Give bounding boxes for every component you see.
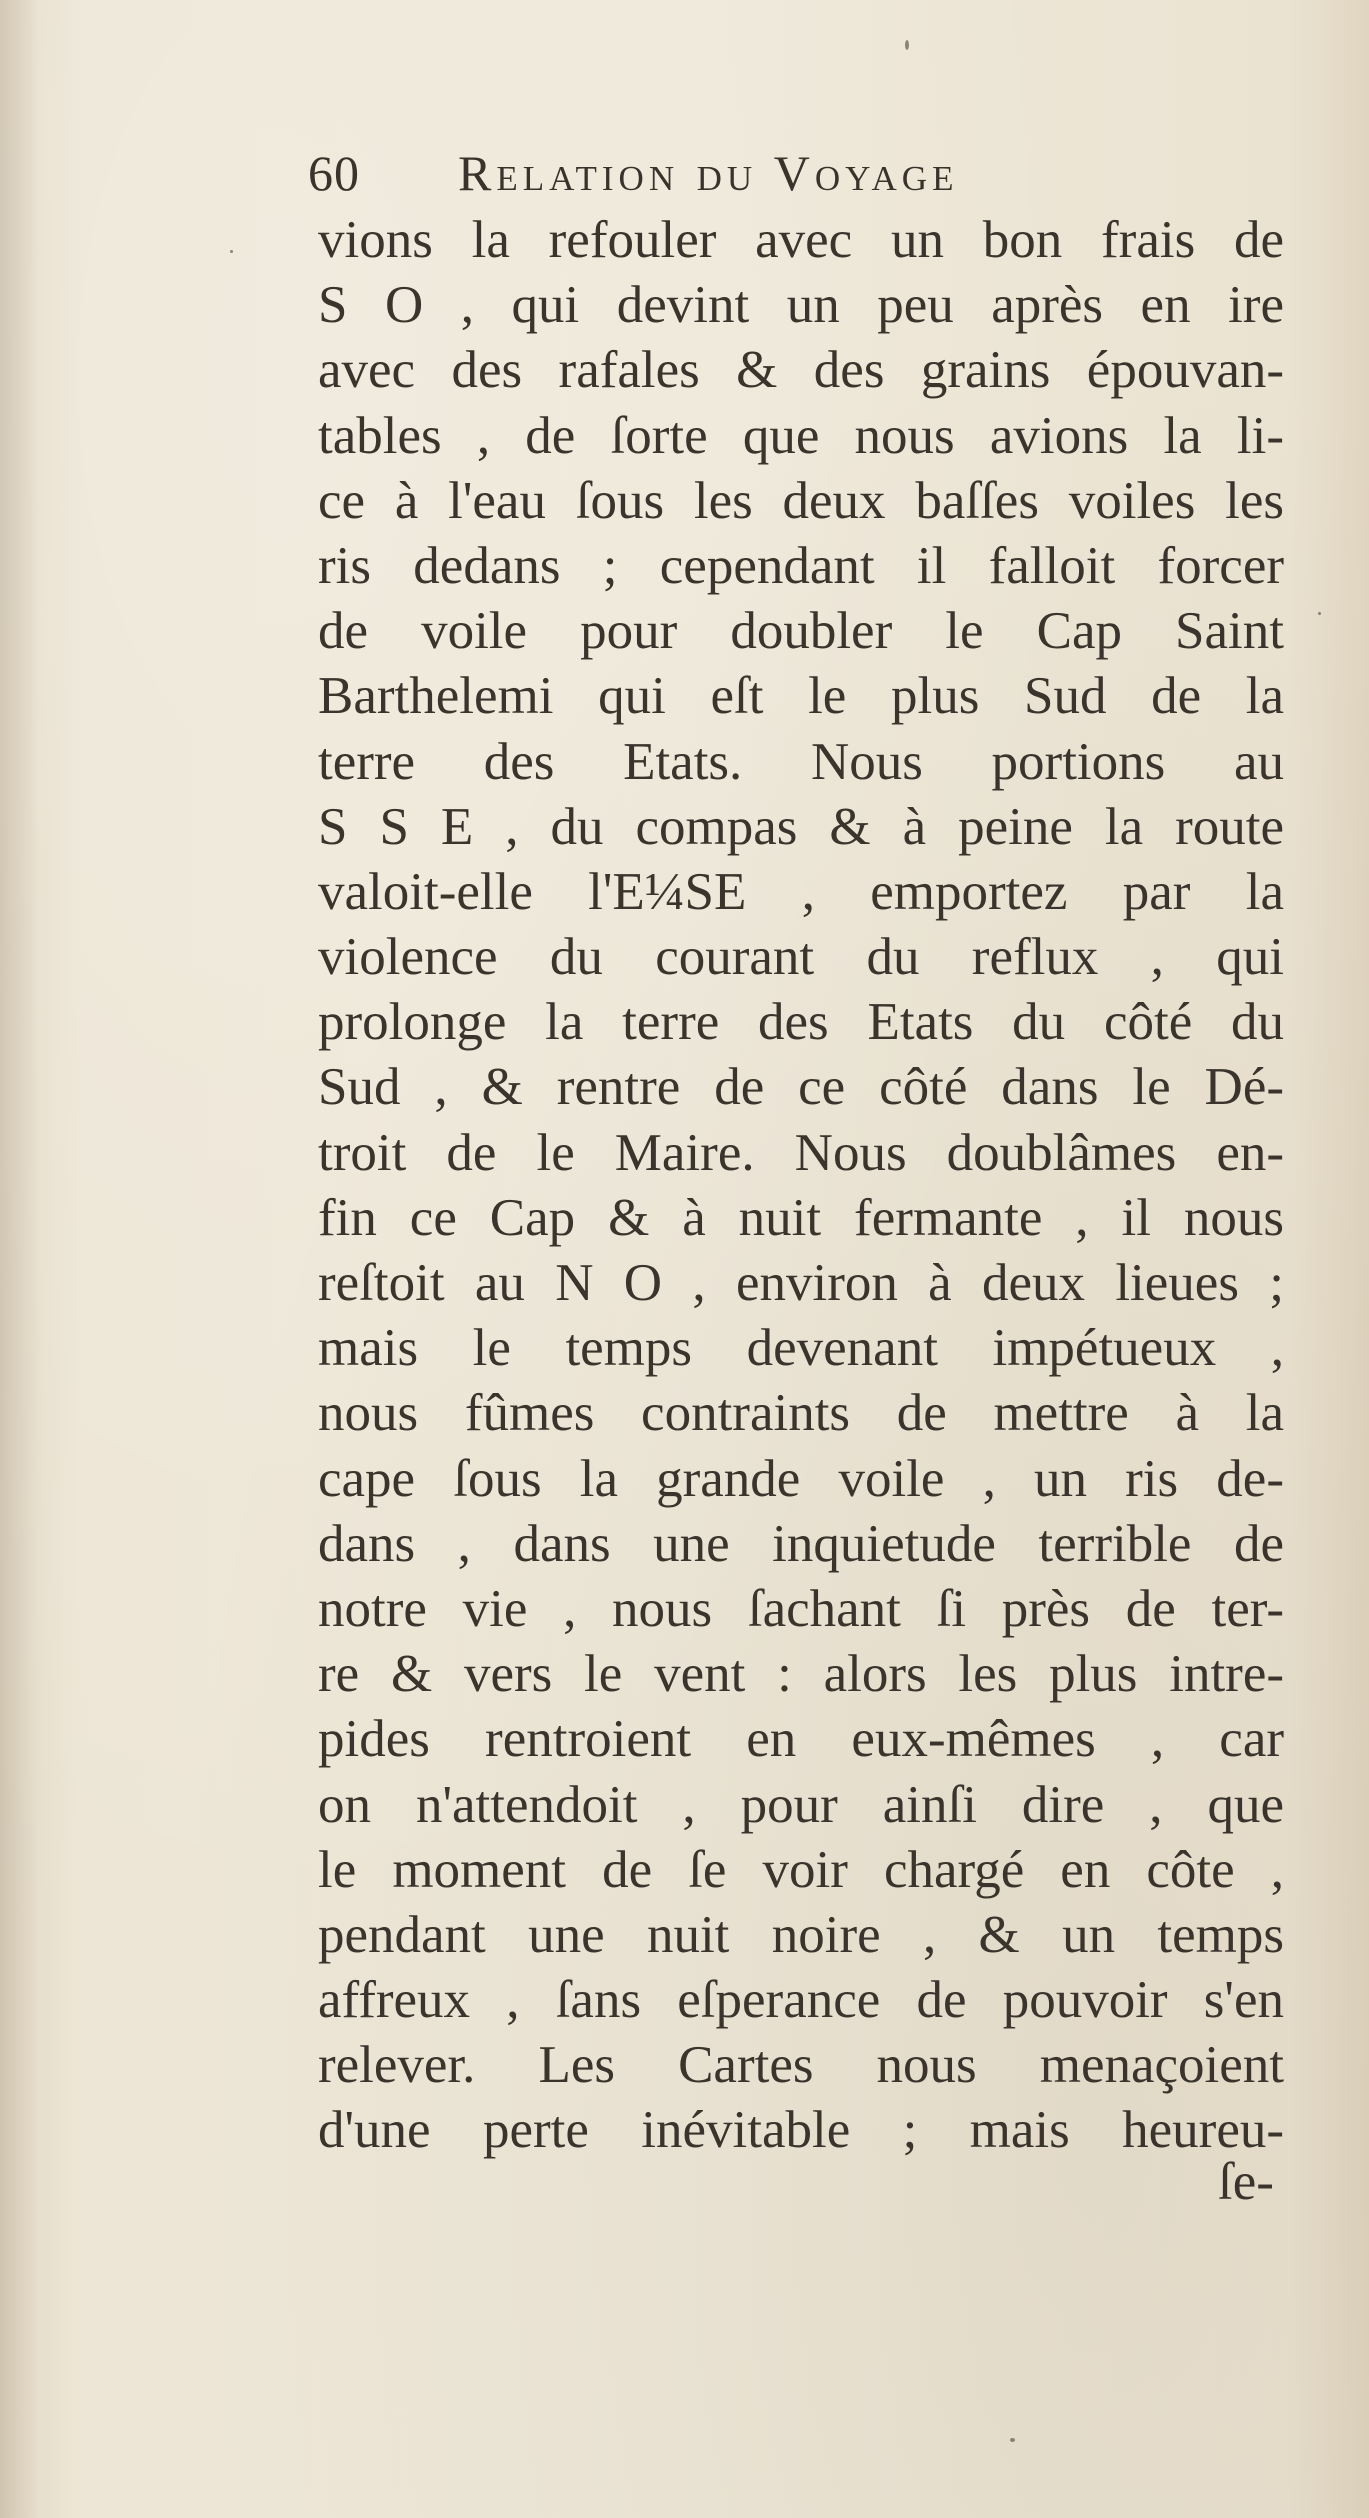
text-line: violence du courant du reflux , qui bbox=[318, 928, 1284, 987]
text-line: relever. Les Cartes nous menaçoient bbox=[318, 2036, 1284, 2095]
text-line: pendant une nuit noire , & un temps bbox=[318, 1905, 1284, 1964]
text-line: notre vie , nous ſachant ſi près de ter- bbox=[318, 1579, 1284, 1638]
text-line: tables , de ſorte que nous avions la li- bbox=[318, 406, 1284, 465]
text-line: reſtoit au N O , environ à deux lieues ; bbox=[318, 1254, 1284, 1312]
text-line: prolonge la terre des Etats du côté du bbox=[318, 993, 1284, 1052]
text-line: on n'attendoit , pour ainſi dire , que bbox=[318, 1775, 1284, 1834]
paper-speck bbox=[230, 250, 233, 253]
text-line: affreux , ſans eſperance de pouvoir s'en bbox=[318, 1971, 1284, 2030]
text-line: troit de le Maire. Nous doublâmes en- bbox=[318, 1123, 1284, 1182]
text-line: vions la refouler avec un bon frais de bbox=[318, 211, 1284, 269]
text-line: re & vers le vent : alors les plus intre- bbox=[318, 1645, 1284, 1704]
paper-speck bbox=[1318, 612, 1321, 615]
text-line: valoit-elle l'E¼SE , emportez par la bbox=[318, 862, 1284, 921]
text-line: dans , dans une inquietude terrible de bbox=[318, 1514, 1284, 1573]
text-line: ce à l'eau ſous les deux baſſes voiles les bbox=[318, 471, 1284, 530]
running-head: Relation du Voyage bbox=[458, 145, 959, 201]
text-line: pides rentroient en eux-mêmes , car bbox=[318, 1710, 1284, 1769]
text-line: de voile pour doubler le Cap Saint bbox=[318, 602, 1284, 661]
body-text bbox=[318, 208, 1284, 2164]
text-line: fin ce Cap & à nuit fermante , il nous bbox=[318, 1188, 1284, 1247]
text-line: Sud , & rentre de ce côté dans le Dé- bbox=[318, 1058, 1284, 1117]
catchword: ſe- bbox=[1218, 2153, 1274, 2211]
text-line: Barthelemi qui eſt le plus Sud de la bbox=[318, 667, 1284, 726]
text-line: S O , qui devint un peu après en ire bbox=[318, 276, 1284, 335]
text-line: mais le temps devenant impétueux , bbox=[318, 1319, 1284, 1378]
gutter-shadow bbox=[0, 0, 40, 2518]
text-line: nous fûmes contraints de mettre à la bbox=[318, 1384, 1284, 1443]
page-header bbox=[308, 140, 1168, 206]
text-line: cape ſous la grande voile , un ris de- bbox=[318, 1449, 1284, 1508]
paper-speck bbox=[1010, 2438, 1015, 2442]
text-line: avec des rafales & des grains épouvan- bbox=[318, 341, 1284, 400]
text-line: d'une perte inévitable ; mais heureu- bbox=[318, 2101, 1284, 2160]
page-number: 60 bbox=[308, 145, 360, 201]
text-line: ris dedans ; cependant il falloit forcer bbox=[318, 536, 1284, 595]
text-line: terre des Etats. Nous portions au bbox=[318, 732, 1284, 791]
text-line: le moment de ſe voir chargé en côte , bbox=[318, 1840, 1284, 1899]
text-line: S S E , du compas & à peine la route bbox=[318, 797, 1284, 856]
paper-speck bbox=[905, 40, 909, 50]
